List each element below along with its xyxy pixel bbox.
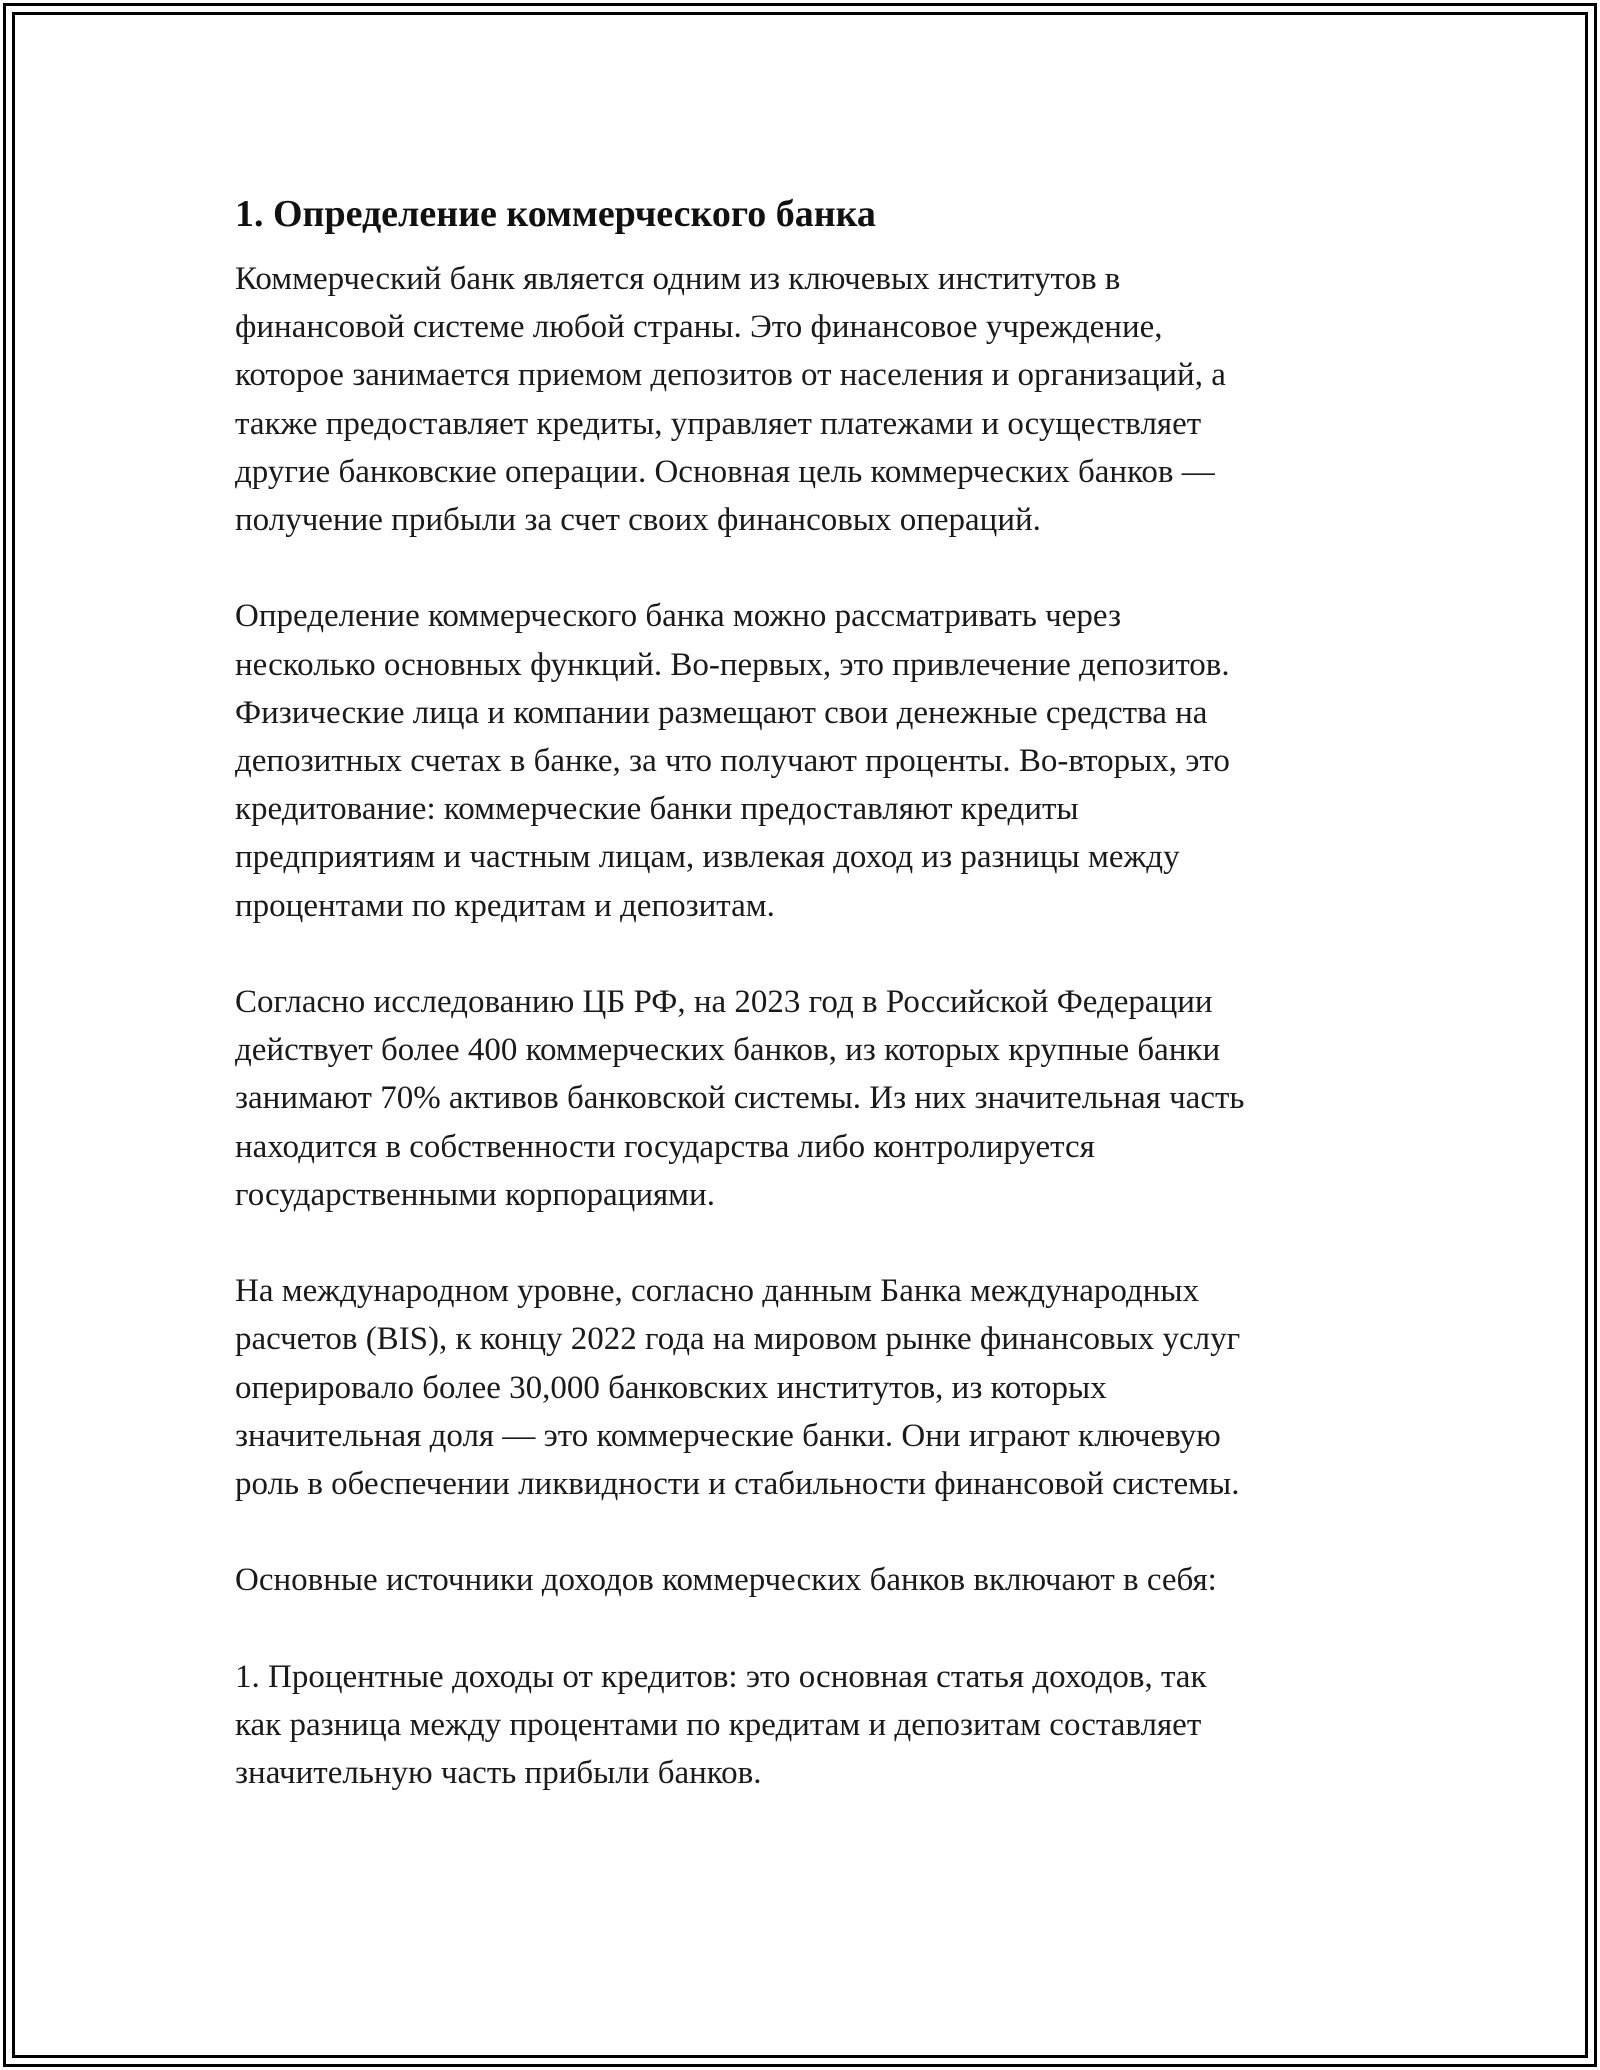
text-line: несколько основных функций. Во-первых, это привлечение депозитов.	[235, 646, 1230, 683]
text-line: как разница между процентами по кредитам и депозитам составляет	[235, 1707, 1202, 1744]
text-line: занимают 70% активов банковской системы. Из них значительная часть	[235, 1080, 1245, 1117]
text-line: другие банковские операции. Основная цель коммерческих банков —	[235, 453, 1215, 490]
text-line: 1. Процентные доходы от кредитов: это основная статья доходов, так	[235, 1658, 1207, 1695]
paragraph-international-stats	[235, 1267, 1405, 1508]
text-line: находится в собственности государства либо контролируется	[235, 1128, 1095, 1165]
text-line: расчетов (BIS), к концу 2022 года на мировом рынке финансовых услуг	[235, 1321, 1241, 1358]
paragraph-income-sources-intro	[235, 1556, 1405, 1604]
text-line: получение прибыли за счет своих финансовых операций.	[235, 502, 1041, 539]
text-line: государственными корпорациями.	[235, 1176, 715, 1213]
text-line: депозитных счетах в банке, за что получают проценты. Во-вторых, это	[235, 743, 1230, 780]
text-line: оперировало более 30,000 банковских институтов, из которых	[235, 1369, 1107, 1406]
text-line: На международном уровне, согласно данным Банка международных	[235, 1273, 1200, 1310]
text-line: финансовой системе любой страны. Это финансовое учреждение,	[235, 309, 1163, 346]
paragraph-definition	[235, 255, 1405, 544]
section-heading: 1. Определение коммерческого банка	[235, 193, 876, 235]
text-line: Коммерческий банк является одним из ключевых институтов в	[235, 261, 1121, 297]
document-body	[235, 185, 1405, 1797]
text-line: значительная доля — это коммерческие банки. Они играют ключевую	[235, 1417, 1221, 1454]
text-line: предприятиям и частным лицам, извлекая доход из разницы между	[235, 839, 1180, 876]
paragraph-russia-stats	[235, 978, 1405, 1219]
text-line: действует более 400 коммерческих банков, из которых крупные банки	[235, 1032, 1221, 1069]
text-line: процентами по кредитам и депозитам.	[235, 887, 775, 924]
paragraph-functions	[235, 592, 1405, 929]
text-line: Определение коммерческого банка можно рассматривать через	[235, 598, 1121, 635]
text-line: Физические лица и компании размещают свои денежные средства на	[235, 694, 1208, 731]
text-line: Согласно исследованию ЦБ РФ, на 2023 год в Российской Федерации	[235, 984, 1213, 1021]
text-line: роль в обеспечении ликвидности и стабильности финансовой системы.	[235, 1466, 1240, 1503]
text-line: которое занимается приемом депозитов от населения и организаций, а	[235, 357, 1226, 394]
text-line: также предоставляет кредиты, управляет платежами и осуществляет	[235, 405, 1202, 442]
paragraph-income-item-1	[235, 1653, 1405, 1798]
text-line: кредитование: коммерческие банки предоставляют кредиты	[235, 791, 1079, 828]
text-line: значительную часть прибыли банков.	[235, 1755, 762, 1792]
text-line: Основные источники доходов коммерческих банков включают в себя:	[235, 1562, 1217, 1599]
